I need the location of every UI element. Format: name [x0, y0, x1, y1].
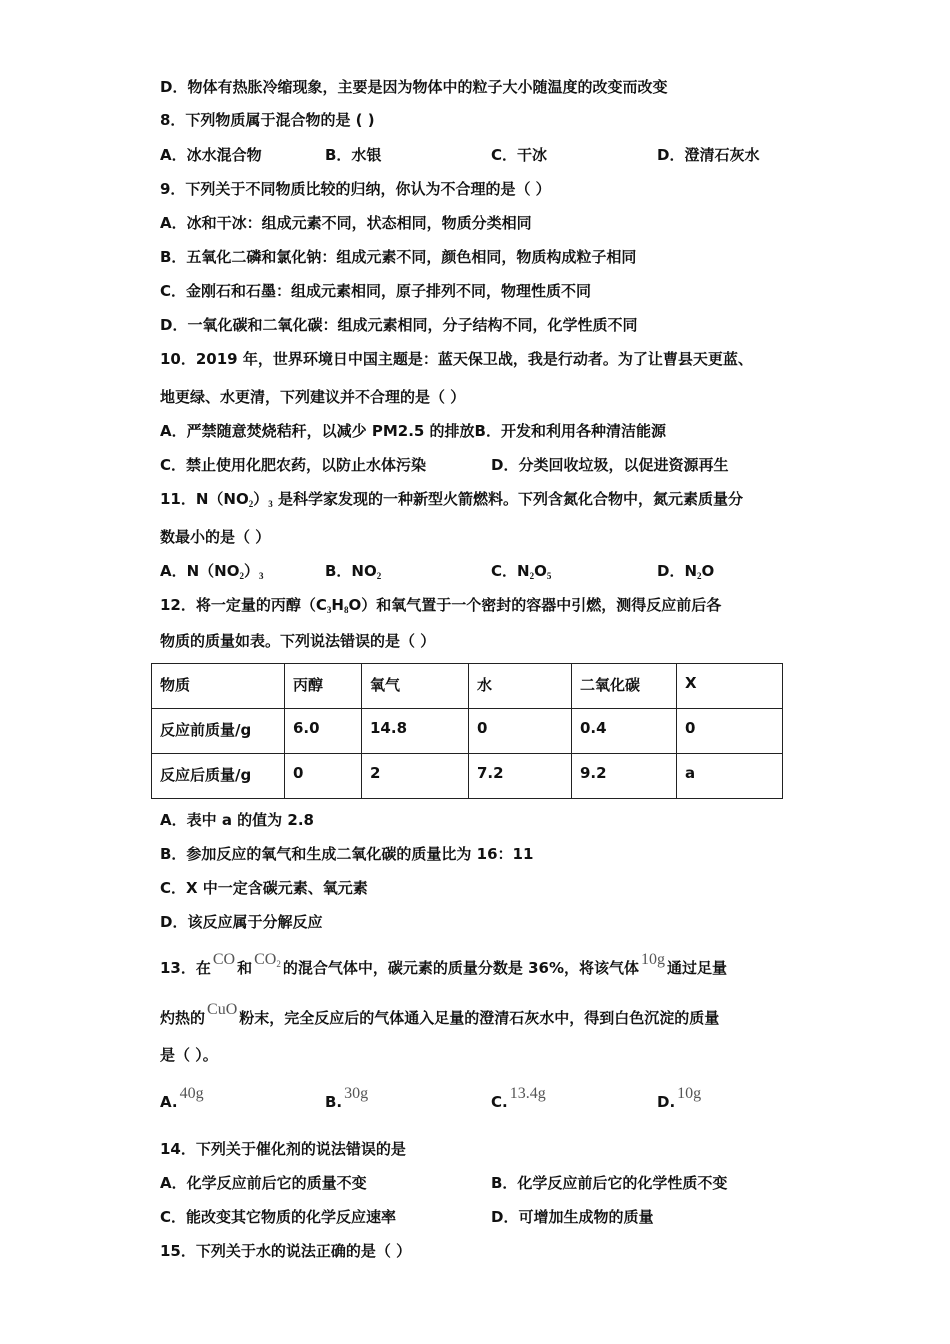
answer-option — [657, 1085, 703, 1113]
text-content — [160, 179, 551, 199]
formula — [213, 951, 235, 968]
table-cell: 6.0 — [285, 709, 362, 754]
answer-option — [160, 561, 263, 586]
formula-text: CO — [212, 951, 236, 968]
text: D．澄清石灰水 — [657, 146, 760, 164]
formula — [344, 1085, 368, 1102]
text: C．能改变其它物质的化学反应速率 — [160, 1208, 397, 1226]
table-header: 丙醇 — [285, 664, 362, 709]
text: ） — [243, 562, 259, 580]
text: O）和氧气置于一个密封的容器中引燃，测得反应前后各 — [348, 596, 722, 614]
answer-option — [491, 455, 728, 475]
subscript: 5 — [546, 571, 552, 581]
text: C. — [491, 1093, 508, 1111]
formula — [254, 951, 281, 968]
table-cell: 9.2 — [572, 754, 677, 799]
text: D．物体有热胀冷缩现象，主要是因为物体中的粒子大小随温度的改变而改变 — [160, 78, 668, 96]
text: 9．下列关于不同物质比较的归纳，你认为不合理的是（ ） — [160, 180, 551, 198]
table-cell: 2 — [362, 754, 469, 799]
text-content — [160, 631, 435, 651]
text: D．N — [657, 562, 698, 580]
text: 灼热的 — [160, 1009, 206, 1027]
table-cell: a — [677, 754, 783, 799]
subscript: 2 — [239, 571, 244, 581]
answer-option — [491, 1207, 653, 1227]
text: 的混合气体中，碳元素的质量分数是 36%，将该气体 — [282, 959, 639, 977]
formula-text: 30g — [344, 1085, 369, 1102]
table-cell: 0 — [285, 754, 362, 799]
text: 14．下列关于催化剂的说法错误的是 — [160, 1140, 406, 1158]
text-content — [160, 213, 532, 233]
text: A．冰水混合物 — [160, 146, 262, 164]
text: B．水银 — [325, 146, 382, 164]
formula-text: 40g — [179, 1085, 204, 1102]
answer-option — [160, 145, 262, 165]
text-content — [160, 349, 753, 369]
text: O — [701, 562, 715, 580]
text: 13．在 — [160, 959, 211, 977]
formula-text: CO — [254, 951, 277, 968]
text: B．化学反应前后它的化学性质不变 — [491, 1174, 728, 1192]
text: 是（ ）。 — [160, 1046, 218, 1064]
subscript: 3 — [268, 499, 273, 509]
text-content — [160, 912, 322, 932]
table-cell: 反应前质量/g — [152, 709, 285, 754]
answer-option — [160, 455, 426, 475]
table-header: 氧气 — [362, 664, 469, 709]
table-header: 二氧化碳 — [572, 664, 677, 709]
text: B．五氧化二磷和氯化钠：组成元素不同，颜色相同，物质构成粒子相同 — [160, 248, 637, 266]
text: A．表中 a 的值为 2.8 — [160, 811, 314, 829]
formula — [510, 1085, 546, 1102]
text: D．该反应属于分解反应 — [160, 913, 323, 931]
text-content — [160, 315, 637, 335]
table-cell: 0.4 — [572, 709, 677, 754]
text: D．可增加生成物的质量 — [491, 1208, 654, 1226]
text: B．NO — [325, 562, 377, 580]
table-header-row — [152, 664, 783, 709]
subscript: 2 — [529, 571, 535, 581]
text: ） — [253, 490, 269, 508]
formula-text: 13.4g — [509, 1085, 546, 1102]
mass-table — [151, 663, 783, 799]
table-cell: 14.8 — [362, 709, 469, 754]
table-header: X — [677, 664, 783, 709]
text: C．X 中一定含碳元素、氧元素 — [160, 879, 368, 897]
answer-option — [491, 1173, 727, 1193]
table-cell: 反应后质量/g — [152, 754, 285, 799]
text-content — [160, 844, 533, 864]
text: A．严禁随意焚烧秸秆，以减少 PM2.5 的排放B．开发和利用各种清洁能源 — [160, 422, 666, 440]
text: A．化学反应前后它的质量不变 — [160, 1174, 367, 1192]
formula — [207, 1001, 237, 1018]
table-row — [152, 754, 783, 799]
formula — [677, 1085, 701, 1102]
text-content — [160, 595, 721, 620]
text: C．禁止使用化肥农药，以防止水体污染 — [160, 456, 427, 474]
formula-text: 10g — [641, 951, 665, 968]
answer-option — [325, 1085, 370, 1113]
text: D. — [657, 1093, 676, 1111]
text: O — [534, 562, 547, 580]
text-content — [160, 77, 667, 97]
table-cell: 0 — [469, 709, 572, 754]
text-content — [160, 110, 375, 130]
text: 11．N（NO — [160, 490, 249, 508]
text-content — [160, 527, 270, 547]
text: C．干冰 — [491, 146, 548, 164]
subscript: 2 — [697, 571, 702, 581]
text-content — [160, 878, 368, 898]
formula-text: 10g — [677, 1085, 702, 1102]
text: 粉末，完全反应后的气体通入足量的澄清石灰水中，得到白色沉淀的质量 — [239, 1009, 720, 1027]
text: D．分类回收垃圾，以促进资源再生 — [491, 456, 729, 474]
text: H — [331, 596, 344, 614]
text: C．金刚石和石墨：组成元素相同，原子排列不同，物理性质不同 — [160, 282, 592, 300]
formula — [641, 951, 665, 968]
table-row — [152, 709, 783, 754]
table-header: 水 — [469, 664, 572, 709]
answer-option — [160, 1173, 367, 1193]
answer-option — [491, 145, 547, 165]
text-content — [160, 810, 314, 830]
answer-option — [657, 561, 714, 586]
text-content — [160, 1241, 411, 1261]
text: B. — [325, 1093, 343, 1111]
answer-option — [491, 561, 551, 586]
formula — [180, 1085, 204, 1102]
answer-option — [160, 1207, 396, 1227]
text: B．参加反应的氧气和生成二氧化碳的质量比为 16：11 — [160, 845, 534, 863]
text-content — [160, 489, 743, 514]
text: 12．将一定量的丙醇（C — [160, 596, 327, 614]
text-content — [160, 1139, 406, 1159]
text: D．一氧化碳和二氧化碳：组成元素相同，分子结构不同，化学性质不同 — [160, 316, 638, 334]
answer-option — [325, 561, 381, 586]
text-content — [160, 421, 666, 441]
text: C．N — [491, 562, 530, 580]
text: A. — [160, 1093, 178, 1111]
text-content — [160, 247, 636, 267]
text: 地更绿、水更清，下列建议并不合理的是（ ） — [160, 388, 466, 406]
subscript: 3 — [258, 571, 264, 581]
formula-text: CuO — [207, 1001, 238, 1018]
text: 是科学家发现的一种新型火箭燃料。下列含氮化合物中，氮元素质量分 — [272, 490, 743, 508]
table-header: 物质 — [152, 664, 285, 709]
subscript: 2 — [248, 499, 254, 509]
text-content — [160, 387, 465, 407]
text: 15．下列关于水的说法正确的是（ ） — [160, 1242, 412, 1260]
text: 数最小的是（ ） — [160, 528, 271, 546]
subscript: 2 — [376, 571, 382, 581]
answer-option — [325, 145, 381, 165]
text: 物质的质量如表。下列说法错误的是（ ） — [160, 632, 436, 650]
text-content — [160, 1001, 720, 1029]
text: 8．下列物质属于混合物的是 ( ) — [160, 111, 375, 129]
text: A．冰和干冰：组成元素不同，状态相同，物质分类相同 — [160, 214, 532, 232]
text-content — [160, 281, 591, 301]
formula-subscript: 2 — [276, 959, 281, 969]
subscript: 8 — [343, 605, 349, 615]
text: A．N（NO — [160, 562, 240, 580]
text: 10．2019 年，世界环境日中国主题是：蓝天保卫战，我是行动者。为了让曹县天更蓝、 — [160, 350, 753, 368]
table-cell: 7.2 — [469, 754, 572, 799]
text-content — [160, 951, 728, 983]
text: 通过足量 — [667, 959, 728, 977]
text: 和 — [237, 959, 253, 977]
answer-option — [657, 145, 759, 165]
answer-option — [491, 1085, 548, 1113]
text-content — [160, 1045, 218, 1065]
subscript: 3 — [326, 605, 332, 615]
table-cell: 0 — [677, 709, 783, 754]
answer-option — [160, 1085, 206, 1113]
